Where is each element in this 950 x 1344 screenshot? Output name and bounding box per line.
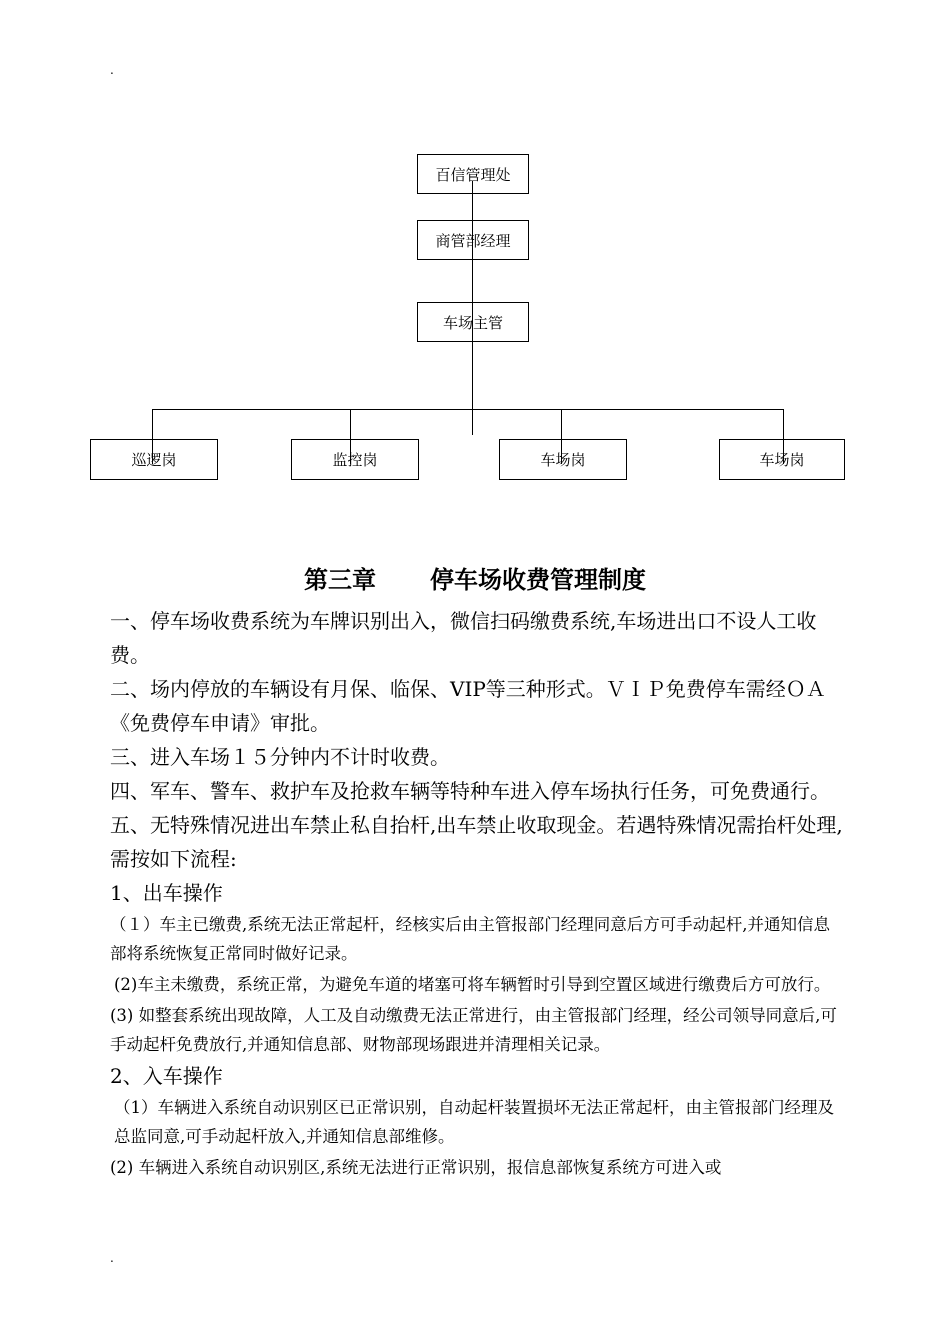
- org-box-child: [291, 439, 419, 480]
- chapter-name: 停车场收费管理制度: [430, 565, 646, 594]
- list-item: (2) 车辆进入系统自动识别区,系统无法进行正常识别，报信息部恢复系统方可进入或: [110, 1158, 722, 1177]
- org-box-label: 车场岗: [759, 451, 805, 469]
- list-item: (3) 如整套系统出现故障，人工及自动缴费无法正常进行，由主管报部门经理，经公司领导同意后,可手动起杆免费放行,并通知信息部、财物部现场跟进并清理相关记录。: [110, 1006, 837, 1054]
- paragraph: 一、停车场收费系统为车牌识别出入，微信扫码缴费系统,车场进出口不设人工收费。: [110, 609, 817, 667]
- org-box-level2: [417, 220, 529, 260]
- org-box-label: 监控岗: [332, 451, 378, 469]
- paragraph: 三、进入车场１５分钟内不计时收费。: [110, 745, 450, 769]
- org-box-label: 车场主管: [442, 313, 503, 332]
- org-box-child: [719, 439, 845, 480]
- section-heading: 1、出车操作: [110, 881, 223, 905]
- chapter-title: [0, 562, 950, 598]
- org-box-label: 商管部经理: [435, 231, 511, 250]
- list-item: (2)车主未缴费，系统正常，为避免车道的堵塞可将车辆暂时引导到空置区域进行缴费后方可放行。: [114, 975, 831, 994]
- paragraph: 五、无特殊情况进出车禁止私自抬杆,出车禁止收取现金。若遇特殊情况需抬杆处理,需按如下流程:: [110, 813, 843, 871]
- document-body: [110, 604, 845, 1182]
- list-item: （1）车辆进入系统自动识别区已正常识别，自动起杆装置损坏无法正常起杆，由主管报部门经理及总监同意,可手动起杆放入,并通知信息部维修。: [114, 1098, 834, 1146]
- section-heading: 2、入车操作: [110, 1064, 223, 1088]
- header-mark: .: [110, 63, 114, 77]
- org-box-top: [417, 154, 529, 194]
- org-chart: [0, 0, 950, 520]
- org-box-label: 车场岗: [540, 451, 586, 469]
- org-box-label: 百信管理处: [435, 165, 511, 184]
- list-item: （１）车主已缴费,系统无法正常起杆，经核实后由主管报部门经理同意后方可手动起杆,并通知信息部将系统恢复正常同时做好记录。: [110, 915, 830, 963]
- footer-mark: .: [110, 1251, 114, 1265]
- org-box-child: [499, 439, 627, 480]
- org-box-child: [90, 439, 218, 480]
- org-box-label: 巡逻岗: [131, 451, 177, 469]
- paragraph: 四、军车、警车、救护车及抢救车辆等特种车进入停车场执行任务，可免费通行。: [110, 779, 830, 803]
- connector-line: [152, 409, 784, 410]
- org-box-level3: [417, 302, 529, 342]
- paragraph: 二、场内停放的车辆设有月保、临保、VIP等三种形式。ＶＩＰ免费停车需经ＯＡ《免费停车申请》审批。: [110, 677, 826, 735]
- chapter-number: 第三章: [304, 565, 376, 594]
